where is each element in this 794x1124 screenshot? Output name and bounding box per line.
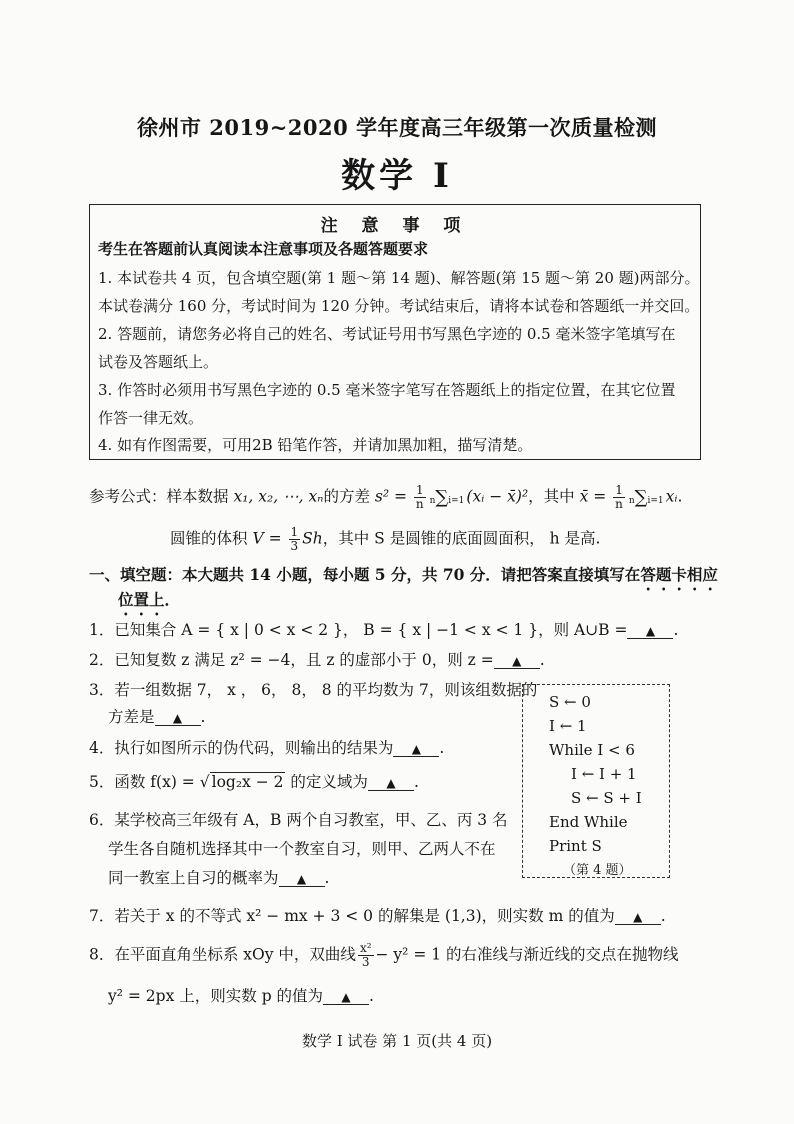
question-text: 的定义域为 — [290, 773, 368, 791]
section-emphasis: 位置上 — [118, 590, 165, 609]
section-text: ． — [164, 590, 181, 609]
fraction — [414, 484, 426, 511]
formula-s2: s² = — [374, 487, 408, 506]
question-4 — [89, 736, 444, 758]
sum-lower: i=1 — [448, 496, 465, 506]
formula-text: 样本数据 — [166, 487, 229, 506]
answer-blank[interactable]: ▲ — [368, 776, 414, 791]
question-number: 2． — [89, 651, 115, 669]
formula-seq: x₁, x₂, ⋯, xₙ — [233, 487, 324, 506]
answer-blank[interactable]: ▲ — [155, 711, 201, 726]
question-end: . — [673, 621, 679, 639]
fraction-numerator: 1 — [615, 483, 623, 497]
question-6 — [89, 808, 508, 830]
question-2 — [89, 648, 545, 670]
code-line: I ← I + 1 — [571, 765, 637, 783]
page-footer: 数学 I 试卷 第 1 页(共 4 页) — [301, 1032, 493, 1050]
fraction-denominator: 3 — [290, 539, 299, 553]
question-text: 同一教室上自习的概率为 — [108, 869, 279, 887]
section-emphasis: 答题卡相应 — [640, 565, 718, 584]
notice-line: 2. 答题前，请您务必将自己的姓名、考试证号用书写黑色字迹的 0.5 毫米签字笔填写在 — [98, 325, 676, 343]
section-text: 一、填空题：本大题共 14 小题，每小题 5 分，共 70 分．请把答案直接填写在 — [89, 565, 641, 584]
question-text: 执行如图所示的伪代码，则输出的结果为 — [114, 739, 394, 757]
sqrt-expression: log₂x − 2 — [211, 773, 284, 791]
answer-blank[interactable]: ▲ — [393, 742, 439, 757]
formula-text: ，其中 S 是圆锥的底面圆面积， h 是高. — [322, 529, 601, 548]
code-line: S ← S + I — [571, 789, 642, 807]
fraction-numerator: x² — [359, 941, 372, 955]
fraction — [358, 942, 374, 969]
notice-line: 作答一律无效。 — [98, 409, 204, 427]
formula-term: (xᵢ − x̄)² — [466, 487, 529, 506]
answer-blank[interactable]: ▲ — [627, 624, 673, 639]
question-text: 在平面直角坐标系 xOy 中，双曲线 — [114, 945, 356, 964]
code-line: I ← 1 — [549, 717, 587, 735]
notice-subtitle: 考生在答题前认真阅读本注意事项及各题答题要求 — [98, 240, 429, 258]
question-number: 6． — [89, 811, 115, 829]
fraction-denominator: n — [415, 497, 424, 511]
fraction-denominator: n — [615, 497, 623, 511]
sum-upper: n — [628, 496, 635, 506]
notice-line: 4. 如有作图需要，可用2B 铅笔作答，并请加黑加粗，描写清楚。 — [98, 436, 533, 454]
notice-line: 3. 作答时必须用书写黑色字迹的 0.5 毫米签字笔写在答题纸上的指定位置，在其它位置 — [98, 381, 676, 399]
question-6-cont2 — [108, 866, 329, 888]
question-6-cont — [108, 837, 496, 859]
question-end: . — [539, 651, 545, 669]
question-end: . — [369, 987, 374, 1005]
notice-box — [89, 204, 701, 460]
question-3-cont — [108, 705, 205, 727]
question-number: 4． — [89, 739, 115, 757]
code-caption: （第 4 题） — [563, 863, 632, 878]
question-number: 5． — [89, 773, 115, 791]
answer-blank[interactable]: ▲ — [494, 654, 540, 669]
formula-term: xᵢ — [665, 487, 678, 506]
answer-blank[interactable]: ▲ — [279, 872, 325, 887]
answer-blank[interactable]: ▲ — [615, 910, 661, 925]
pseudocode-box — [522, 684, 670, 878]
question-8 — [89, 942, 679, 969]
section-heading — [89, 563, 718, 594]
formula-text: ，其中 — [528, 487, 575, 506]
question-text: y² = 2px 上，则实数 p 的值为 — [108, 987, 324, 1005]
question-text: 已知复数 z 满足 z² = −4，且 z 的虚部小于 0，则 z = — [114, 651, 494, 669]
fraction — [613, 484, 625, 511]
code-line: While I < 6 — [549, 741, 635, 759]
question-end: . — [324, 869, 330, 887]
formula-variance — [89, 484, 682, 511]
question-end: . — [660, 907, 666, 925]
question-number: 8． — [89, 945, 115, 964]
formula-text: 圆锥的体积 — [170, 529, 248, 548]
question-text: 若一组数据 7， x ， 6， 8， 8 的平均数为 7，则该组数据的 — [114, 681, 538, 699]
notice-title: 注 意 事 项 — [320, 216, 470, 236]
answer-blank[interactable]: ▲ — [323, 990, 369, 1005]
sum-upper: n — [429, 496, 436, 506]
code-line: End While — [549, 813, 628, 831]
formula-cone — [170, 526, 601, 553]
fraction-numerator: 1 — [290, 525, 299, 539]
question-end: . — [413, 773, 419, 791]
question-3 — [89, 678, 537, 700]
fraction-numerator: 1 — [415, 483, 424, 497]
subject-title: 数学 I — [341, 156, 453, 196]
section-heading-cont — [118, 588, 180, 619]
question-1 — [89, 618, 678, 640]
question-text: 若关于 x 的不等式 x² − mx + 3 < 0 的解集是 (1,3)，则实数 m 的值为 — [114, 907, 615, 925]
question-end: . — [200, 708, 206, 726]
question-text: 学生各自随机选择其中一个教室自习，则甲、乙两人不在 — [108, 840, 496, 858]
question-text: − y² = 1 的右准线与渐近线的交点在抛物线 — [375, 945, 679, 964]
question-end: . — [439, 739, 445, 757]
formula-label: 参考公式： — [89, 487, 167, 506]
fraction-denominator: 3 — [361, 955, 370, 969]
question-number: 3． — [89, 681, 115, 699]
formula-sh: Sh — [302, 529, 323, 548]
question-5: 5．函数 f(x) = √ log₂x − 2 的定义域为 ▲ . — [89, 773, 419, 791]
exam-title: 徐州市 2019~2020 学年度高三年级第一次质量检测 — [136, 115, 658, 140]
question-text: 已知集合 A = { x | 0 < x < 2 }， B = { x | −1 < x < 1 }，则 A∪B = — [114, 621, 628, 639]
fraction — [289, 526, 301, 553]
question-text: 某学校高三年级有 A，B 两个自习教室，甲、乙、丙 3 名 — [114, 811, 508, 829]
question-text: 方差是 — [108, 708, 155, 726]
formula-period: . — [677, 487, 683, 506]
formula-mean: x̄ = — [579, 487, 607, 506]
question-8-cont — [108, 984, 374, 1006]
question-7 — [89, 904, 666, 926]
notice-line: 试卷及答题纸上。 — [98, 353, 219, 371]
notice-line: 1. 本试卷共 4 页，包含填空题(第 1 题～第 14 题)、解答题(第 15 题～第 20 题)两部分。 — [98, 269, 700, 287]
code-line: Print S — [549, 837, 602, 855]
summation: n∑i=1 — [429, 487, 465, 508]
formula-text: 的方差 — [323, 487, 370, 506]
formula-v: V = — [252, 529, 282, 548]
sum-lower: i=1 — [647, 496, 664, 506]
question-number: 1． — [89, 621, 115, 639]
question-text: 函数 f(x) = — [114, 773, 195, 791]
notice-line: 本试卷满分 160 分，考试时间为 120 分钟。考试结束后，请将本试卷和答题纸一并交回。 — [98, 297, 700, 315]
summation: n∑i=1 — [628, 487, 664, 508]
code-line: S ← 0 — [549, 693, 591, 711]
question-number: 7． — [89, 907, 115, 925]
